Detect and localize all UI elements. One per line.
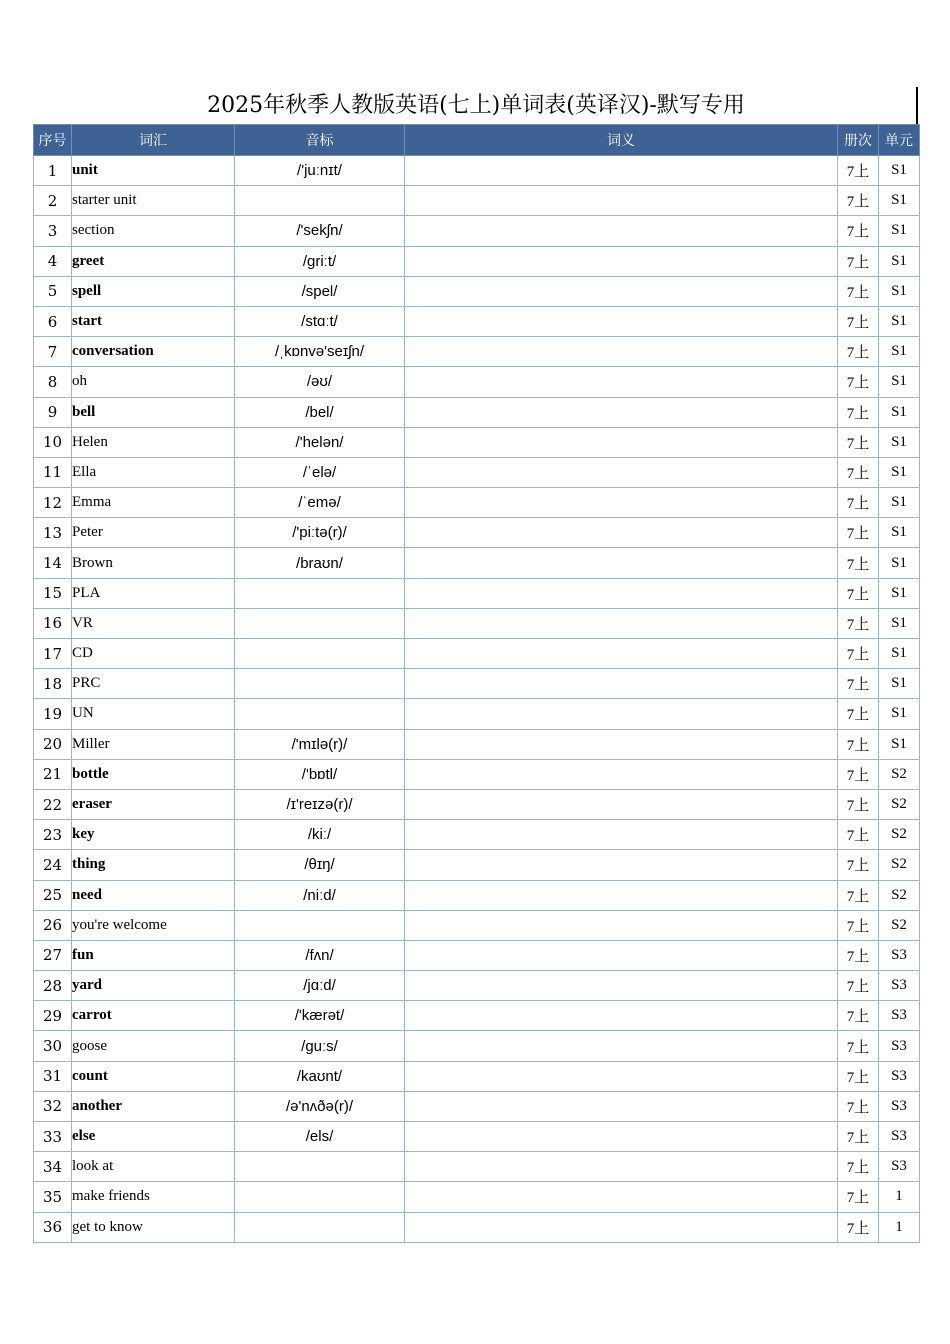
row-meaning [405,156,838,186]
row-word: another [72,1091,235,1121]
row-phonetic: /kaʊnt/ [235,1061,405,1091]
row-volume: 7上 [838,1001,879,1031]
row-index: 36 [34,1212,72,1242]
row-phonetic [235,578,405,608]
table-row [34,216,920,246]
table-row [34,639,920,669]
header-index: 序号 [34,125,72,156]
table-row [34,306,920,336]
table-row [34,548,920,578]
row-index: 9 [34,397,72,427]
row-volume: 7上 [838,397,879,427]
row-unit: S1 [879,186,920,216]
row-unit: S1 [879,608,920,638]
row-phonetic [235,1182,405,1212]
row-unit: S3 [879,1091,920,1121]
row-phonetic: /ˈelə/ [235,457,405,487]
row-volume: 7上 [838,1122,879,1152]
row-meaning [405,880,838,910]
row-index: 3 [34,216,72,246]
row-volume: 7上 [838,789,879,819]
row-volume: 7上 [838,850,879,880]
row-meaning [405,397,838,427]
row-word: start [72,306,235,336]
row-unit: 1 [879,1182,920,1212]
row-index: 11 [34,457,72,487]
row-phonetic: /braʊn/ [235,548,405,578]
row-volume: 7上 [838,186,879,216]
row-meaning [405,1001,838,1031]
row-word: Brown [72,548,235,578]
row-unit: S1 [879,699,920,729]
row-unit: S1 [879,337,920,367]
row-word: Miller [72,729,235,759]
row-word: bottle [72,759,235,789]
table-row [34,850,920,880]
row-index: 7 [34,337,72,367]
row-index: 24 [34,850,72,880]
row-volume: 7上 [838,910,879,940]
row-meaning [405,1061,838,1091]
row-word: greet [72,246,235,276]
row-word: look at [72,1152,235,1182]
row-index: 22 [34,789,72,819]
row-phonetic: /'mɪlə(r)/ [235,729,405,759]
row-index: 35 [34,1182,72,1212]
row-unit: S2 [879,789,920,819]
row-unit: S1 [879,246,920,276]
table-row [34,1212,920,1242]
table-row [34,186,920,216]
row-meaning [405,940,838,970]
row-word: VR [72,608,235,638]
row-index: 17 [34,639,72,669]
table-row [34,397,920,427]
header-unit: 单元 [879,125,920,156]
row-index: 5 [34,276,72,306]
row-unit: 1 [879,1212,920,1242]
row-word: Peter [72,518,235,548]
page-title: 2025年秋季人教版英语(七上)单词表(英译汉)-默写专用 [207,93,745,118]
row-meaning [405,1152,838,1182]
row-phonetic: /fʌn/ [235,940,405,970]
table-header-row [34,125,920,156]
row-phonetic: /ɪ'reɪzə(r)/ [235,789,405,819]
row-unit: S2 [879,820,920,850]
table-row [34,1091,920,1121]
row-word: section [72,216,235,246]
row-word: get to know [72,1212,235,1242]
row-phonetic [235,669,405,699]
row-volume: 7上 [838,518,879,548]
row-phonetic: /spel/ [235,276,405,306]
row-word: PRC [72,669,235,699]
row-index: 14 [34,548,72,578]
row-word: thing [72,850,235,880]
row-volume: 7上 [838,548,879,578]
row-volume: 7上 [838,820,879,850]
row-volume: 7上 [838,1152,879,1182]
row-meaning [405,457,838,487]
row-unit: S1 [879,397,920,427]
row-index: 18 [34,669,72,699]
row-word: PLA [72,578,235,608]
row-index: 6 [34,306,72,336]
row-index: 34 [34,1152,72,1182]
row-phonetic: /els/ [235,1122,405,1152]
row-meaning [405,910,838,940]
row-meaning [405,1031,838,1061]
table-row [34,1152,920,1182]
table-row [34,940,920,970]
row-phonetic: /jɑːd/ [235,971,405,1001]
table-row [34,488,920,518]
row-meaning [405,246,838,276]
row-unit: S1 [879,367,920,397]
row-phonetic: /θɪŋ/ [235,850,405,880]
row-unit: S1 [879,518,920,548]
table-row [34,759,920,789]
row-index: 2 [34,186,72,216]
row-unit: S3 [879,971,920,1001]
row-unit: S3 [879,940,920,970]
row-volume: 7上 [838,367,879,397]
row-volume: 7上 [838,578,879,608]
table-row [34,880,920,910]
row-index: 20 [34,729,72,759]
row-phonetic: /'sekʃn/ [235,216,405,246]
table-row [34,457,920,487]
row-word: key [72,820,235,850]
row-unit: S1 [879,669,920,699]
table-row [34,156,920,186]
row-meaning [405,276,838,306]
row-meaning [405,548,838,578]
row-unit: S3 [879,1001,920,1031]
row-word: goose [72,1031,235,1061]
row-volume: 7上 [838,246,879,276]
row-phonetic [235,639,405,669]
table-row [34,246,920,276]
row-index: 27 [34,940,72,970]
row-index: 15 [34,578,72,608]
row-unit: S1 [879,729,920,759]
row-index: 21 [34,759,72,789]
row-phonetic: /stɑːt/ [235,306,405,336]
row-unit: S1 [879,548,920,578]
header-phonetic: 音标 [235,125,405,156]
row-meaning [405,971,838,1001]
row-meaning [405,1212,838,1242]
row-meaning [405,518,838,548]
row-word: count [72,1061,235,1091]
row-volume: 7上 [838,1091,879,1121]
row-phonetic: /'piːtə(r)/ [235,518,405,548]
row-index: 16 [34,608,72,638]
row-unit: S1 [879,427,920,457]
vocab-table [33,124,920,1243]
row-phonetic: /bel/ [235,397,405,427]
row-word: oh [72,367,235,397]
table-row [34,1061,920,1091]
row-phonetic: /ˌkɒnvə'seɪʃn/ [235,337,405,367]
row-phonetic: /'helən/ [235,427,405,457]
row-index: 10 [34,427,72,457]
table-row [34,367,920,397]
row-word: fun [72,940,235,970]
row-volume: 7上 [838,729,879,759]
row-volume: 7上 [838,306,879,336]
row-meaning [405,669,838,699]
row-volume: 7上 [838,488,879,518]
row-word: spell [72,276,235,306]
row-volume: 7上 [838,971,879,1001]
row-phonetic: /ə'nʌðə(r)/ [235,1091,405,1121]
row-unit: S1 [879,488,920,518]
row-volume: 7上 [838,427,879,457]
row-volume: 7上 [838,156,879,186]
row-word: bell [72,397,235,427]
row-index: 19 [34,699,72,729]
table-row [34,820,920,850]
row-unit: S1 [879,457,920,487]
row-index: 29 [34,1001,72,1031]
row-word: UN [72,699,235,729]
header-word: 词汇 [72,125,235,156]
row-phonetic: /griːt/ [235,246,405,276]
row-meaning [405,427,838,457]
row-meaning [405,306,838,336]
row-meaning [405,1091,838,1121]
row-volume: 7上 [838,1031,879,1061]
row-unit: S2 [879,759,920,789]
row-index: 32 [34,1091,72,1121]
row-meaning [405,488,838,518]
row-unit: S1 [879,156,920,186]
row-meaning [405,789,838,819]
row-index: 33 [34,1122,72,1152]
row-unit: S2 [879,850,920,880]
row-word: carrot [72,1001,235,1031]
row-volume: 7上 [838,1182,879,1212]
row-volume: 7上 [838,457,879,487]
row-unit: S3 [879,1031,920,1061]
row-volume: 7上 [838,759,879,789]
row-meaning [405,337,838,367]
row-phonetic: /əʊ/ [235,367,405,397]
row-volume: 7上 [838,1061,879,1091]
table-row [34,699,920,729]
row-unit: S1 [879,276,920,306]
row-meaning [405,608,838,638]
table-row [34,1031,920,1061]
table-row [34,729,920,759]
row-unit: S1 [879,639,920,669]
row-meaning [405,367,838,397]
row-index: 26 [34,910,72,940]
row-phonetic [235,186,405,216]
row-meaning [405,578,838,608]
row-index: 23 [34,820,72,850]
row-meaning [405,639,838,669]
table-row [34,669,920,699]
row-unit: S2 [879,910,920,940]
row-unit: S3 [879,1152,920,1182]
table-row [34,427,920,457]
row-unit: S3 [879,1122,920,1152]
row-phonetic: /'kærət/ [235,1001,405,1031]
row-word: you're welcome [72,910,235,940]
row-unit: S1 [879,306,920,336]
table-row [34,789,920,819]
table-row [34,1001,920,1031]
header-volume: 册次 [838,125,879,156]
row-unit: S1 [879,216,920,246]
row-index: 30 [34,1031,72,1061]
row-word: yard [72,971,235,1001]
table-row [34,1122,920,1152]
row-phonetic: /'bɒtl/ [235,759,405,789]
row-meaning [405,820,838,850]
row-volume: 7上 [838,639,879,669]
row-word: Ella [72,457,235,487]
row-phonetic: /ˈemə/ [235,488,405,518]
row-word: conversation [72,337,235,367]
row-volume: 7上 [838,608,879,638]
row-phonetic [235,1152,405,1182]
row-word: need [72,880,235,910]
row-volume: 7上 [838,1212,879,1242]
row-volume: 7上 [838,699,879,729]
row-index: 4 [34,246,72,276]
row-meaning [405,1182,838,1212]
row-index: 31 [34,1061,72,1091]
row-word: starter unit [72,186,235,216]
table-row [34,608,920,638]
table-row [34,518,920,548]
row-index: 28 [34,971,72,1001]
row-word: make friends [72,1182,235,1212]
row-word: eraser [72,789,235,819]
row-meaning [405,1122,838,1152]
row-index: 13 [34,518,72,548]
row-phonetic [235,608,405,638]
row-phonetic: /kiː/ [235,820,405,850]
table-body [34,156,920,1243]
row-meaning [405,759,838,789]
row-volume: 7上 [838,669,879,699]
row-index: 12 [34,488,72,518]
row-word: unit [72,156,235,186]
row-phonetic [235,1212,405,1242]
table-row [34,276,920,306]
row-volume: 7上 [838,337,879,367]
row-index: 8 [34,367,72,397]
row-index: 25 [34,880,72,910]
row-meaning [405,216,838,246]
row-unit: S2 [879,880,920,910]
title-divider [916,87,918,125]
table-row [34,578,920,608]
row-volume: 7上 [838,940,879,970]
row-word: else [72,1122,235,1152]
row-index: 1 [34,156,72,186]
row-unit: S1 [879,578,920,608]
row-phonetic [235,910,405,940]
row-unit: S3 [879,1061,920,1091]
table-row [34,971,920,1001]
row-phonetic [235,699,405,729]
row-phonetic: /guːs/ [235,1031,405,1061]
row-phonetic: /niːd/ [235,880,405,910]
row-meaning [405,729,838,759]
row-meaning [405,850,838,880]
table-row [34,337,920,367]
row-volume: 7上 [838,276,879,306]
row-volume: 7上 [838,216,879,246]
row-meaning [405,699,838,729]
table-row [34,1182,920,1212]
row-word: Emma [72,488,235,518]
row-phonetic: /'juːnɪt/ [235,156,405,186]
table-row [34,910,920,940]
header-meaning: 词义 [405,125,838,156]
row-word: Helen [72,427,235,457]
row-volume: 7上 [838,880,879,910]
row-word: CD [72,639,235,669]
row-meaning [405,186,838,216]
